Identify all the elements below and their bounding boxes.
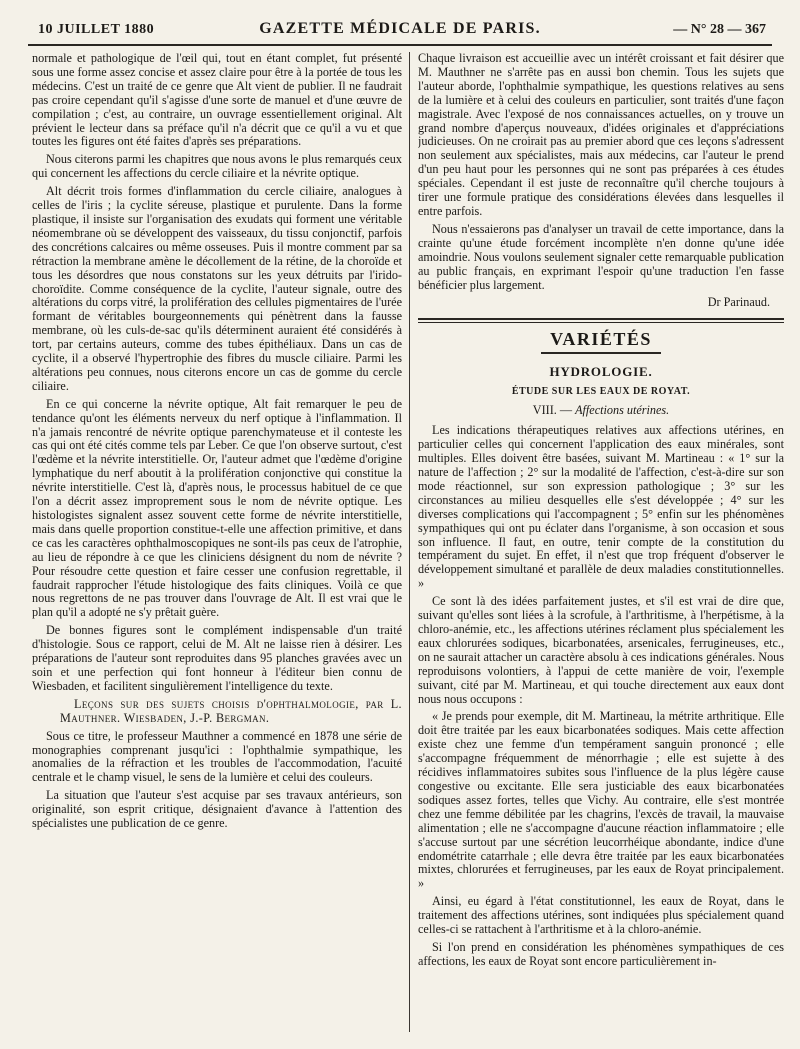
section-rule: [418, 318, 784, 320]
right-paragraph-5: « Je prends pour exemple, dit M. Martineau, la métrite arthritique. Elle doit être traitée par les eaux bicarbonatées sodiques. Mais cette affection existe chez une femme d'un tempérament sanguin prononcé ; elle s'accompagne fréquemment de ménorrhagie ; elle est sujette à des récidives inflammatoires subites sous l'influence de la plus légère cause congestive ou excitante. Elle sera justiciable des eaux bicarbonatées sodiques assez fortes, telles que Vichy. Au contraire, elle s'est montrée chez une femme débilitée par les chagrins, l'excès de travail, la mauvaise alimentation ; elle ne s'accompagne d'aucune réaction inflammatoire ; elle s'accuse surtout par une sécrétion leucorrhéique abondante, indice d'une endométrite catarrhale ; elle devra être traitée par les eaux bicarbonatées mixtes, chlorurées et ferrugineuses, par les eaux de Royat principalement. »: [418, 709, 784, 891]
left-paragraph-5: De bonnes figures sont le complément indispensable d'un traité d'histologie. Sous ce rapport, celui de M. Alt ne laisse rien à désirer. Les préparations de l'auteur sont reproduites dans 95 planches gravées avec un soin et une perfection qui font honneur à l'éditeur bien connu de Wiesbaden, et facilitent singulièrement l'intelligence du texte.: [32, 623, 402, 693]
left-paragraph-3: Alt décrit trois formes d'inflammation du cercle ciliaire, analogues à celles de l'iris ; la cyclite séreuse, plastique et purulente. Dans la forme plastique, il insiste sur l'organisation des exudats qui forment une véritable néomembrane où se développent des vaisseaux, du tissu conjonctif, parfois des concrétions calcaires ou même osseuses. Puis il montre comment par sa rétraction la membrane amène le décollement de la rétine, de la choroïde et tous les désordres que nous constatons sur les yeux détruits par l'irido-choroïdite. Comme conséquence de la cyclite, l'auteur signale, outre des altérations du corps vitré, la prolifération des cellules pigmentaires de l'urée formant de véritables bourgeonnements qui pénètrent dans la fausse membrane, où les culs-de-sac qu'ils déterminent auraient été considérés à tort, par certains auteurs, comme des tubes épithéliaux. Dans un cas de cyclite, il a observé l'hypertrophie des fibres du muscle ciliaire. Parmi les altérations peu connues, nous citerons encore un cas de gomme du cercle ciliaire.: [32, 184, 402, 393]
section-underline: [541, 352, 661, 354]
left-paragraph-1: normale et pathologique de l'œil qui, tout en étant complet, fut présenté sous une forme assez concise et assez claire pour être à la portée de tous les médecins. C'est un traité de ce genre que Alt vient de publier. Il ne faudrait pas croire cependant qu'il s'agisse d'une sorte de manuel et d'une œuvre de compilation ; c'est, au contraire, un ouvrage essentiellement original. Alt prévient le lecteur dans sa préface qu'il n'a décrit que ce qu'il a vu et que toutes les figures ont été faites d'après ses préparations.: [32, 52, 402, 149]
subsection-title: HYDROLOGIE.: [549, 364, 653, 380]
section-rule-thin: [418, 322, 784, 323]
right-paragraph-1: Chaque livraison est accueillie avec un intérêt croissant et fait désirer que M. Mauthner ne s'arrête pas en aussi bon chemin. Tous les sujets que l'auteur aborde, l'ophthalmie sympathique, les questions relatives au sens de la lumière et à celui des couleurs en particulier, sont traités d'une façon magistrale. Avec l'exposé de nos connaissances actuelles, on y trouve un grand nombre d'aperçus nouveaux, d'idées originales et d'appréciations judicieuses. On ne croirait pas au premier abord que ces leçons s'adressent non seulement aux spécialistes, mais aux médecins, car l'auteur le prend d'un peu haut pour les personnes qui ne sont pas préparées à ces études spéciales. Cependant il est juste de reconnaître qu'il cherche toujours à tirer une formule pratique des considérations élevées dans lesquelles il entre parfois.: [418, 52, 784, 218]
page-header: [28, 14, 772, 46]
left-column: [32, 52, 402, 1042]
book-review-heading: Leçons sur des sujets choisis d'ophthalmologie, par L. Mauthner. Wiesbaden, J.-P. Bergman.: [60, 696, 402, 725]
left-paragraph-4: En ce qui concerne la névrite optique, Alt fait remarquer le peu de tendance qu'ont les éléments nerveux du nerf optique à l'inflammation. Il n'a jamais rencontré de névrite optique parenchymateuse et il conteste les cas qui ont été cités comme tels par Leber. Ce que l'on observe surtout, c'est l'œdème et la névrite interstitielle. Or, l'auteur admet que l'œdème d'origine lymphatique du nerf aboutit à la prolifération conjonctive qui constitue la névrite interstitielle. C'est là, d'après nous, le processus habituel de ce que l'on a décrit assez improprement sous le nom de névrite optique. Les histologistes signalent assez souvent cette forme de névrite interstitielle, mais dans quelle proportion constitue-t-elle une affection primitive, et dans ce cas les caractères ophthalmoscopiques ne sont-ils pas ceux de l'atrophie, au lieu de répondre à ce que les cliniciens désignent du nom de névrite ? Pour résoudre cette question et faire cesser une confusion regrettable, il faudrait rapprocher l'étude histologique des faits cliniques. Voilà ce que nous regrettons de ne pas trouver dans l'ouvrage de Alt. Il est vrai que le plan qu'il a adopté ne s'y prêtait guère.: [32, 396, 402, 620]
journal-title: GAZETTE MÉDICALE DE PARIS.: [259, 20, 541, 37]
right-paragraph-7: Si l'on prend en considération les phénomènes sympathiques de ces affections, les eaux de Royat sont encore particulièrement in-: [418, 939, 784, 968]
article-title: ÉTUDE SUR LES EAUX DE ROYAT.: [511, 386, 691, 398]
right-column: [418, 52, 784, 1042]
left-paragraph-2: Nous citerons parmi les chapitres que nous avons le plus remarqués ceux qui concernent les affections du cercle ciliaire et la névrite optique.: [32, 152, 402, 181]
column-divider: [409, 52, 410, 1032]
left-paragraph-7: La situation que l'auteur s'est acquise par ses travaux antérieurs, son originalité, son esprit critique, désignaient d'avance à l'attention des spécialistes une publication de ce genre.: [32, 788, 402, 831]
section-title: VARIÉTÉS: [550, 329, 652, 350]
left-paragraph-6: Sous ce titre, le professeur Mauthner a commencé en 1878 une série de monographies comprenant jusqu'ici : l'ophthalmie sympathique, les anomalies de la réfraction et les troubles de l'accommodation, l'acuité centrale et le champ visuel, le sens de la lumière et celui des couleurs.: [32, 728, 402, 785]
issue-page-number: — N° 28 — 367: [673, 22, 766, 37]
right-paragraph-6: Ainsi, eu égard à l'état constitutionnel, les eaux de Royat, dans le traitement des affections utérines, sont indiquées plus spécialement quand celles-ci se rattachent à l'arthritisme et à la chloro-anémie.: [418, 894, 784, 937]
right-paragraph-4: Ce sont là des idées parfaitement justes, et s'il est vrai de dire que, suivant qu'elles sont liées à la scrofule, à l'arthritisme, à l'herpétisme, à la chloro-anémie, etc., les affections utérines réclament plus spécialement les eaux chlorurées sodiques, bicarbonatées, arsenicales, ferrugineuses, etc., on ne saurait attacher un caractère absolu à ces indications générales. Nous reproduisons volontiers, à l'appui de cette manière de voir, l'exemple suivant, cité par M. Martineau, et qui touche directement aux eaux dont nous nous occupons :: [418, 594, 784, 706]
issue-date: 10 JUILLET 1880: [38, 22, 155, 37]
right-paragraph-3: Les indications thérapeutiques relatives aux affections utérines, en particulier celles qui concernent l'application des eaux minérales, sont multiples. Elles doivent être basées, suivant M. Martineau : « 1° sur la nature de l'affection ; 2° sur la modalité de l'affection, c'est-à-dire sur son mode réactionnel, sur son expression pathologique ; 3° sur les circonstances au milieu desquelles elle s'est développée ; 4° sur les diverses complications qui l'accompagnent ; 5° enfin sur les phénomènes sympathiques qui ont pu éclater dans l'organisme, à son occasion et sous son influence. Il faut, en outre, tenir compte de la constitution du tempérament du sujet. En effet, il n'est que trop fréquent d'observer le développement simultané et parallèle de deux maladies constitutionnelles. »: [418, 423, 784, 591]
article-part-heading: VIII. — Affections utérines.: [532, 403, 670, 418]
author-signature: Dr Parinaud.: [707, 295, 770, 310]
right-paragraph-2: Nous n'essaierons pas d'analyser un travail de cette importance, dans la crainte qu'une étude forcément incomplète n'en donne qu'une idée amoindrie. Nous voulons seulement signaler cette remarquable publication au public français, en exprimant l'espoir qu'une traduction l'en fasse bénéficier plus largement.: [418, 221, 784, 292]
